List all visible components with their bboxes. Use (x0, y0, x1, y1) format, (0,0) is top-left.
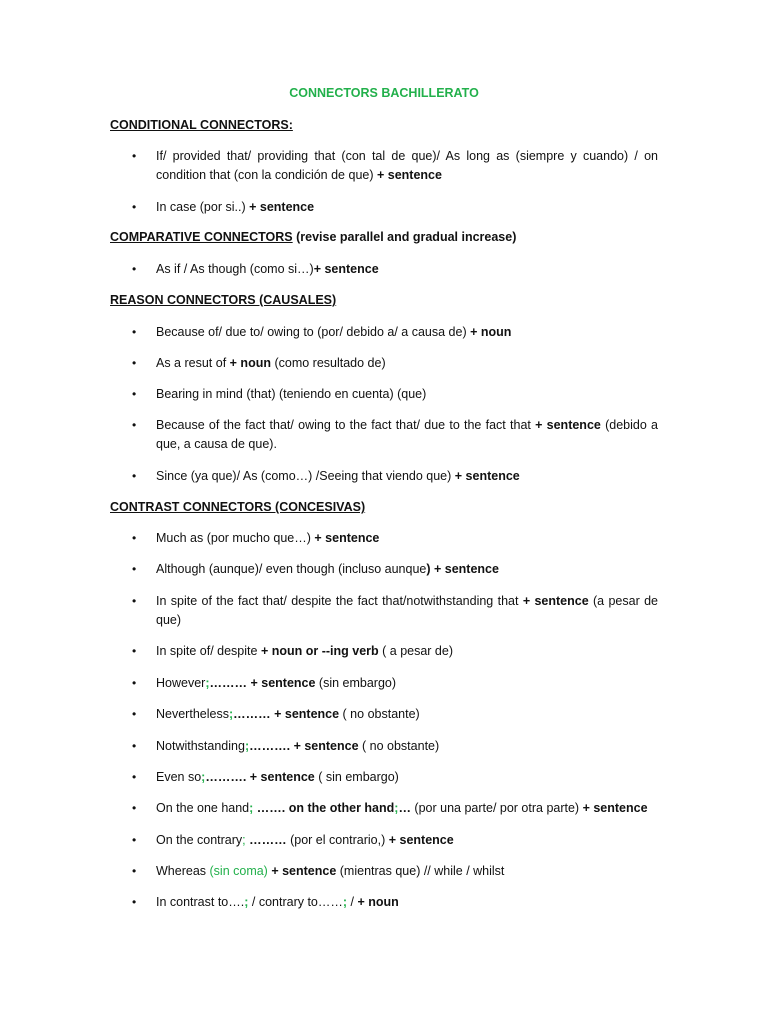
text-run: In spite of the fact that/ despite the fact that/notwithstanding that (156, 594, 523, 608)
list-item (110, 642, 658, 661)
list-item (110, 705, 658, 724)
text-run: ………. + sentence (205, 770, 315, 784)
text-run: + sentence (388, 833, 454, 847)
bullet-icon: • (132, 531, 137, 545)
list-item (110, 323, 658, 342)
list-item-text (156, 768, 658, 787)
text-run: ; (201, 770, 206, 784)
bullet-icon: • (132, 469, 137, 483)
text-run: ; (342, 895, 348, 909)
bullet-icon: • (132, 707, 137, 721)
text-run: (sin embargo) (315, 676, 397, 690)
bullet-icon: • (132, 895, 137, 909)
text-run: (debido a que, a causa de que). (156, 418, 658, 451)
section-heading (110, 117, 293, 134)
text-run: In case (por si..) (156, 200, 250, 214)
text-run: ……. on the other hand (253, 801, 395, 815)
text-run: ; (244, 895, 249, 909)
text-run: In contrast to…. (156, 895, 245, 909)
text-run: Because of/ due to/ owing to (por/ debido a/ a causa de) (156, 325, 471, 339)
list-item (110, 416, 658, 454)
text-run: + noun (229, 356, 271, 370)
list-item-text (156, 385, 658, 404)
bullet-icon: • (132, 356, 137, 370)
bullet-icon: • (132, 325, 137, 339)
text-run: ; (205, 676, 210, 690)
text-run: + sentence (535, 418, 601, 432)
bullet-icon: • (132, 739, 137, 753)
bullet-icon: • (132, 562, 137, 576)
text-run: As if / As though (como si…) (156, 262, 314, 276)
list-item-text (156, 893, 658, 912)
text-run: / (347, 895, 358, 909)
list-item-text (156, 354, 658, 373)
text-run: Even so (156, 770, 202, 784)
text-run: + noun (470, 325, 512, 339)
list-item-text (156, 592, 658, 630)
text-run: Whereas (156, 864, 210, 878)
text-run: ……… (245, 833, 287, 847)
text-run: ………. + sentence (249, 739, 359, 753)
bullet-icon: • (132, 801, 137, 815)
bullet-icon: • (132, 149, 137, 163)
section-heading-text: CONDITIONAL CONNECTORS: (110, 118, 293, 132)
bullet-icon: • (132, 387, 137, 401)
text-run: + sentence (522, 594, 589, 608)
list-item (110, 198, 658, 217)
list-item-text (156, 260, 658, 279)
text-run: ……… + sentence (233, 707, 340, 721)
text-run: As a resut of (156, 356, 230, 370)
text-run: ; (228, 707, 234, 721)
bullet-icon: • (132, 200, 137, 214)
bullet-icon: • (132, 594, 137, 608)
text-run: (a pesar de que) (156, 594, 658, 627)
text-run: ) + sentence (426, 562, 499, 576)
text-run: … (398, 801, 411, 815)
section-heading-text: REASON CONNECTORS (CAUSALES) (110, 293, 337, 307)
list-item (110, 831, 658, 850)
section-heading (110, 499, 365, 516)
list-item (110, 529, 658, 548)
list-item (110, 592, 658, 630)
text-run: However (156, 676, 206, 690)
list-item-text (156, 529, 658, 548)
list-item-text (156, 674, 658, 693)
list-item (110, 893, 658, 912)
text-run: + noun or --ing verb (260, 644, 379, 658)
list-item (110, 737, 658, 756)
text-run: + sentence (582, 801, 648, 815)
bullet-icon: • (132, 262, 137, 276)
list-item-text (156, 198, 658, 217)
text-run: + sentence (314, 531, 380, 545)
text-run: On the contrary (156, 833, 243, 847)
text-run: (por el contrario,) (286, 833, 389, 847)
text-run: + sentence (376, 168, 442, 182)
text-run: On the one hand (156, 801, 250, 815)
list-item (110, 560, 658, 579)
list-item-text (156, 416, 658, 454)
text-run: Notwithstanding (156, 739, 245, 753)
list-item-text (156, 560, 658, 579)
text-run: Bearing in mind (that) (teniendo en cuenta) (que) (156, 387, 427, 401)
text-run: ( no obstante) (358, 739, 440, 753)
section-heading-note: (revise parallel and gradual increase) (292, 230, 517, 244)
list-item-text (156, 799, 658, 818)
section-heading-text: COMPARATIVE CONNECTORS (110, 230, 293, 244)
text-run: ( sin embargo) (314, 770, 399, 784)
text-run: (como resultado de) (270, 356, 386, 370)
bullet-icon: • (132, 676, 137, 690)
text-run: Nevertheless (156, 707, 229, 721)
list-item-text (156, 642, 658, 661)
text-run: (mientras que) // while / whilst (336, 864, 505, 878)
list-item (110, 147, 658, 185)
text-run: ; (244, 739, 250, 753)
list-item (110, 674, 658, 693)
text-run: Although (aunque)/ even though (incluso aunque (156, 562, 427, 576)
section-heading (110, 292, 336, 309)
list-item (110, 260, 658, 279)
list-item-text (156, 323, 658, 342)
document-title: CONNECTORS BACHILLERATO (289, 86, 479, 100)
bullet-icon: • (132, 418, 137, 432)
text-run: + sentence (267, 864, 337, 878)
list-item (110, 467, 658, 486)
list-item-text (156, 147, 658, 185)
text-run: / contrary to…… (248, 895, 343, 909)
bullet-icon: • (132, 770, 137, 784)
text-run: ; (242, 833, 246, 847)
list-item (110, 385, 658, 404)
text-run: + sentence (249, 200, 315, 214)
bullet-icon: • (132, 864, 137, 878)
list-item (110, 862, 658, 881)
text-run: + noun (357, 895, 399, 909)
text-run: (sin coma) (209, 864, 268, 878)
text-run: + sentence (313, 262, 379, 276)
text-run: Much as (por mucho que…) (156, 531, 315, 545)
list-item-text (156, 831, 658, 850)
text-run: ( no obstante) (339, 707, 420, 721)
text-run: Because of the fact that/ owing to the fact that/ due to the fact that (156, 418, 536, 432)
text-run: If/ provided that/ providing that (con tal de que)/ As long as (siempre y cuando) / on condition that (con la condición de que) (156, 149, 658, 182)
text-run: ……… + sentence (209, 676, 316, 690)
list-item-text (156, 862, 658, 881)
text-run: In spite of/ despite (156, 644, 261, 658)
text-run: ; (249, 801, 254, 815)
list-item-text (156, 467, 658, 486)
text-run: + sentence (454, 469, 520, 483)
bullet-icon: • (132, 644, 137, 658)
text-run: Since (ya que)/ As (como…) /Seeing that viendo que) (156, 469, 455, 483)
section-heading-text: CONTRAST CONNECTORS (CONCESIVAS) (110, 500, 366, 514)
text-run: ; (394, 801, 399, 815)
bullet-icon: • (132, 833, 137, 847)
text-run: ( a pesar de) (378, 644, 453, 658)
section-heading (110, 229, 516, 246)
list-item (110, 799, 658, 818)
list-item-text (156, 705, 658, 724)
list-item-text (156, 737, 658, 756)
list-item (110, 354, 658, 373)
list-item (110, 768, 658, 787)
text-run: (por una parte/ por otra parte) (410, 801, 583, 815)
